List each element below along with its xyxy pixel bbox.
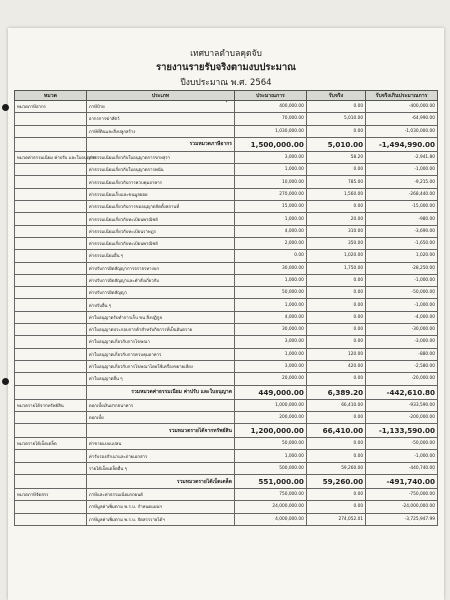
subtotal-blank-cell (15, 137, 87, 151)
actual-cell: 0.00 (306, 336, 365, 348)
table-row (15, 438, 438, 450)
difference-cell: -50,000.00 (366, 287, 438, 299)
table-row (15, 151, 438, 163)
actual-cell: 1,020.00 (306, 250, 365, 262)
type-cell: รายได้เบ็ดเตล็ดอื่น ๆ (86, 462, 234, 474)
difference-cell: -3,690.00 (366, 225, 438, 237)
estimate-cell: 50,000.00 (234, 438, 306, 450)
difference-cell: -1,650.00 (366, 237, 438, 249)
table-row (15, 501, 438, 513)
table-row (15, 250, 438, 262)
type-cell: ภาษีมูลค่าเพิ่มตาม พ.ร.บ. กำหนดแผนฯ (86, 501, 234, 513)
type-cell: อากรการฆ่าสัตว์ (86, 113, 234, 125)
subtotal-difference: -491,740.00 (366, 475, 438, 489)
type-cell: ค่าปรับการผิดสัญญาการจราจรทางบก (86, 262, 234, 274)
estimate-cell: 2,000.00 (234, 237, 306, 249)
category-cell (15, 164, 87, 176)
category-cell (15, 501, 87, 513)
actual-cell: 0.00 (306, 324, 365, 336)
estimate-cell: 1,000,000.00 (234, 399, 306, 411)
actual-cell: 350.00 (306, 237, 365, 249)
category-cell (15, 176, 87, 188)
table-row (15, 324, 438, 336)
category-cell (15, 311, 87, 323)
difference-cell: -1,000.00 (366, 450, 438, 462)
category-cell (15, 336, 87, 348)
difference-cell: -50,000.00 (366, 438, 438, 450)
actual-cell: 785.00 (306, 176, 365, 188)
difference-cell: -440,740.00 (366, 462, 438, 474)
subtotal-difference: -442,610.80 (366, 385, 438, 399)
type-cell: ดอกเบี้ยเงินฝากธนาคาร (86, 399, 234, 411)
subtotal-label: รวมหมวดรายได้จากทรัพย์สิน (86, 424, 234, 438)
difference-cell: -200,000.00 (366, 411, 438, 423)
category-cell (15, 324, 87, 336)
difference-cell: -30,000.00 (366, 324, 438, 336)
estimate-cell: 1,000.00 (234, 213, 306, 225)
difference-cell: -15,000.00 (366, 201, 438, 213)
actual-cell: 20.00 (306, 213, 365, 225)
col-header-category: หมวด (15, 91, 87, 101)
category-cell (15, 348, 87, 360)
type-cell: ภาษีและค่าธรรมเนียมรถยนต์ (86, 489, 234, 501)
estimate-cell: 50,000.00 (234, 287, 306, 299)
type-cell: ค่าธรรมเนียมเกี่ยวกับทะเบียนพาณิชย์ (86, 213, 234, 225)
category-cell: หมวดค่าธรรมเนียม ค่าปรับ และใบอนุญาต (15, 151, 87, 163)
category-cell: หมวดภาษีอากร (15, 101, 87, 113)
actual-cell: 58.20 (306, 151, 365, 163)
difference-cell: -750,000.00 (366, 489, 438, 501)
actual-cell: 274,052.01 (306, 513, 365, 525)
type-cell: ค่าธรรมเนียมอื่น ๆ (86, 250, 234, 262)
estimate-cell: 3,000.00 (234, 336, 306, 348)
type-cell: ค่าธรรมเนียมเกี่ยวกับทะเบียนราษฎร (86, 225, 234, 237)
estimate-cell: 3,000.00 (234, 360, 306, 372)
type-cell: ค่าปรับการผิดสัญญา (86, 287, 234, 299)
actual-cell: 420.00 (306, 360, 365, 372)
difference-cell: -1,000.00 (366, 274, 438, 286)
category-cell (15, 188, 87, 200)
difference-cell: -268,440.00 (366, 188, 438, 200)
table-row (15, 188, 438, 200)
difference-cell: -2,941.80 (366, 151, 438, 163)
estimate-cell: 3,000.00 (234, 151, 306, 163)
actual-cell: 0.00 (306, 125, 365, 137)
type-cell: ดอกเบี้ย (86, 411, 234, 423)
type-cell: ค่าใบอนุญาตประกอบการค้าสำหรับกิจการที่เป็นอันตราย (86, 324, 234, 336)
difference-cell: -880.00 (366, 348, 438, 360)
actual-cell: 0.00 (306, 411, 365, 423)
type-cell: ภาษีป้าย (86, 101, 234, 113)
estimate-cell: 500,000.00 (234, 462, 306, 474)
category-cell (15, 274, 87, 286)
estimate-cell: 70,000.00 (234, 113, 306, 125)
col-header-estimate: ประมาณการ (234, 91, 306, 101)
estimate-cell: 1,000.00 (234, 348, 306, 360)
type-cell: ค่าใบอนุญาตเกี่ยวกับการโฆษณา (86, 336, 234, 348)
revenue-table (14, 90, 438, 526)
subtotal-label: รวมหมวดค่าธรรมเนียม ค่าปรับ และใบอนุญาต (86, 385, 234, 399)
subtotal-blank-cell (15, 424, 87, 438)
table-row (15, 399, 438, 411)
actual-cell: 0.00 (306, 489, 365, 501)
estimate-cell: 30,000.00 (234, 324, 306, 336)
col-header-type: ประเภท (86, 91, 234, 101)
estimate-cell: 400,000.00 (234, 101, 306, 113)
subtotal-row (15, 475, 438, 489)
actual-cell: 5,010.00 (306, 113, 365, 125)
actual-cell: 0.00 (306, 164, 365, 176)
subtotal-estimate: 449,000.00 (234, 385, 306, 399)
difference-cell: -3,725,947.99 (366, 513, 438, 525)
subtotal-estimate: 1,500,000.00 (234, 137, 306, 151)
subtotal-actual: 5,010.00 (306, 137, 365, 151)
category-cell (15, 287, 87, 299)
type-cell: ค่าธรรมเนียมเกี่ยวกับทะเบียนพาณิชย์ (86, 237, 234, 249)
difference-cell: -3,000.00 (366, 336, 438, 348)
category-cell (15, 411, 87, 423)
table-row (15, 213, 438, 225)
table-row (15, 101, 438, 113)
subtotal-label: รวมหมวดรายได้เบ็ดเตล็ด (86, 475, 234, 489)
estimate-cell: 1,000.00 (234, 274, 306, 286)
subtotal-actual: 59,260.00 (306, 475, 365, 489)
type-cell: ภาษีที่ดินและสิ่งปลูกสร้าง (86, 125, 234, 137)
actual-cell: 0.00 (306, 438, 365, 450)
actual-cell: 0.00 (306, 450, 365, 462)
difference-cell: -4,000.00 (366, 311, 438, 323)
table-row (15, 113, 438, 125)
category-cell (15, 213, 87, 225)
difference-cell: -9,215.00 (366, 176, 438, 188)
org-name: เทศบาลตำบลคุดจับ (190, 49, 262, 59)
difference-cell: 1,020.00 (366, 250, 438, 262)
subtotal-actual: 66,410.00 (306, 424, 365, 438)
category-cell: หมวดรายได้จากทรัพย์สิน (15, 399, 87, 411)
estimate-cell: 270,000.00 (234, 188, 306, 200)
estimate-cell: 10,000.00 (234, 176, 306, 188)
estimate-cell: 1,000.00 (234, 450, 306, 462)
actual-cell: 0.00 (306, 373, 365, 385)
difference-cell: -2,580.00 (366, 360, 438, 372)
type-cell: ค่าธรรมเนียมเกี่ยวกับการขออนุญาตจัดตั้งสถานที่ (86, 201, 234, 213)
table-row (15, 311, 438, 323)
actual-cell: 0.00 (306, 311, 365, 323)
actual-cell: 1,750.00 (306, 262, 365, 274)
table-row (15, 489, 438, 501)
table-row (15, 164, 438, 176)
table-row (15, 360, 438, 372)
col-header-actual: รับจริง (306, 91, 365, 101)
difference-cell: -64,990.00 (366, 113, 438, 125)
type-cell: ค่าใบอนุญาตเกี่ยวกับการโฆษณาโดยใช้เครื่องขยายเสียง (86, 360, 234, 372)
table-row (15, 125, 438, 137)
table-row (15, 201, 438, 213)
type-cell: ค่าใบอนุญาตอื่น ๆ (86, 373, 234, 385)
subtotal-row (15, 385, 438, 399)
table-row (15, 373, 438, 385)
subtotal-label: รวมหมวดภาษีอากร (86, 137, 234, 151)
type-cell: ค่าปรับอื่น ๆ (86, 299, 234, 311)
actual-cell: 1,560.00 (306, 188, 365, 200)
type-cell: ค่าธรรมเนียมเก็บและขนมูลฝอย (86, 188, 234, 200)
subtotal-blank-cell (15, 385, 87, 399)
binder-hole (2, 104, 9, 111)
table-row (15, 176, 438, 188)
actual-cell: 0.00 (306, 299, 365, 311)
estimate-cell: 30,000.00 (234, 262, 306, 274)
difference-cell: -1,000.00 (366, 299, 438, 311)
category-cell (15, 250, 87, 262)
subtotal-row (15, 137, 438, 151)
estimate-cell: 24,000,000.00 (234, 501, 306, 513)
estimate-cell: 750,000.00 (234, 489, 306, 501)
actual-cell: 0.00 (306, 101, 365, 113)
difference-cell: -20,000.00 (366, 373, 438, 385)
actual-cell: 59,260.00 (306, 462, 365, 474)
category-cell (15, 237, 87, 249)
binder-hole (2, 378, 9, 385)
estimate-cell: 15,000.00 (234, 201, 306, 213)
subtotal-difference: -1,494,990.00 (366, 137, 438, 151)
type-cell: ค่ารับรองสำเนาและถ่ายเอกสาร (86, 450, 234, 462)
actual-cell: 0.00 (306, 201, 365, 213)
subtotal-estimate: 1,200,000.00 (234, 424, 306, 438)
category-cell: หมวดรายได้เบ็ดเตล็ด (15, 438, 87, 450)
estimate-cell: 200,000.00 (234, 411, 306, 423)
estimate-cell: 1,000.00 (234, 164, 306, 176)
table-row (15, 262, 438, 274)
type-cell: ค่าปรับการผิดสัญญาและคำสั่งเกี่ยวกับ (86, 274, 234, 286)
difference-cell: -980.00 (366, 213, 438, 225)
category-cell (15, 373, 87, 385)
category-cell: หมวดภาษีจัดสรร (15, 489, 87, 501)
type-cell: ค่าใบอนุญาตเกี่ยวกับการควบคุมอาคาร (86, 348, 234, 360)
category-cell (15, 513, 87, 525)
estimate-cell: 4,000,000.00 (234, 513, 306, 525)
table-row (15, 274, 438, 286)
category-cell (15, 462, 87, 474)
estimate-cell: 0.00 (234, 250, 306, 262)
table-row (15, 462, 438, 474)
difference-cell: -933,590.00 (366, 399, 438, 411)
difference-cell: -1,030,000.00 (366, 125, 438, 137)
actual-cell: 0.00 (306, 287, 365, 299)
category-cell (15, 450, 87, 462)
subtotal-difference: -1,133,590.00 (366, 424, 438, 438)
type-cell: ค่าขายแบบแปลน (86, 438, 234, 450)
difference-cell: -400,000.00 (366, 101, 438, 113)
table-row (15, 287, 438, 299)
actual-cell: 120.00 (306, 348, 365, 360)
type-cell: ค่าใบอนุญาตรับทำการเก็บ ขน สิ่งปฏิกูล (86, 311, 234, 323)
table-row (15, 450, 438, 462)
table-row (15, 225, 438, 237)
report-title: รายงานรายรับจริงตามงบประมาณ (156, 62, 296, 73)
category-cell (15, 125, 87, 137)
category-cell (15, 201, 87, 213)
type-cell: ค่าธรรมเนียมเกี่ยวกับการควบคุมอาคาร (86, 176, 234, 188)
table-row (15, 299, 438, 311)
estimate-cell: 4,000.00 (234, 225, 306, 237)
actual-cell: 0.00 (306, 274, 365, 286)
fiscal-year: ปีงบประมาณ พ.ศ. 2564 (180, 78, 272, 88)
category-cell (15, 225, 87, 237)
table-row (15, 411, 438, 423)
category-cell (15, 262, 87, 274)
type-cell: ค่าธรรมเนียมเกี่ยวกับใบอนุญาตการขายสุรา (86, 151, 234, 163)
estimate-cell: 1,000.00 (234, 299, 306, 311)
category-cell (15, 360, 87, 372)
actual-cell: 310.00 (306, 225, 365, 237)
subtotal-actual: 6,389.20 (306, 385, 365, 399)
category-cell (15, 299, 87, 311)
table-row (15, 513, 438, 525)
category-cell (15, 113, 87, 125)
table-row (15, 237, 438, 249)
estimate-cell: 4,000.00 (234, 311, 306, 323)
table-row (15, 336, 438, 348)
table-header-row (15, 91, 438, 101)
difference-cell: -1,000.00 (366, 164, 438, 176)
difference-cell: -24,000,000.00 (366, 501, 438, 513)
subtotal-estimate: 551,000.00 (234, 475, 306, 489)
type-cell: ค่าธรรมเนียมเกี่ยวกับใบอนุญาตการพนัน (86, 164, 234, 176)
type-cell: ภาษีมูลค่าเพิ่มตาม พ.ร.บ. จัดสรรรายได้ฯ (86, 513, 234, 525)
table-row (15, 348, 438, 360)
subtotal-blank-cell (15, 475, 87, 489)
subtotal-row (15, 424, 438, 438)
difference-cell: -28,250.00 (366, 262, 438, 274)
actual-cell: 66,410.00 (306, 399, 365, 411)
col-header-difference: รับจริงเกินประมาณการ (366, 91, 438, 101)
estimate-cell: 1,030,000.00 (234, 125, 306, 137)
estimate-cell: 20,000.00 (234, 373, 306, 385)
actual-cell: 0.00 (306, 501, 365, 513)
